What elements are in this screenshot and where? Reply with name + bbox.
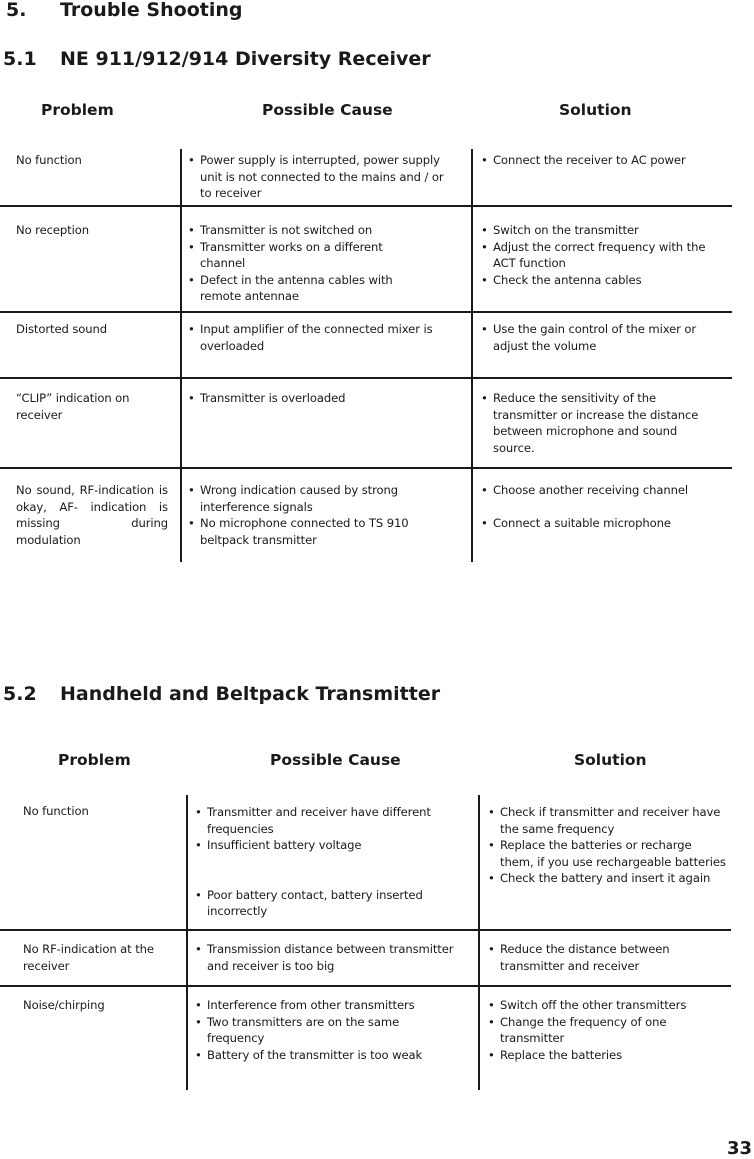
receiver-row-rule bbox=[0, 311, 732, 313]
transmitter-problem-cell: No RF-indication at the receiver bbox=[23, 942, 154, 973]
receiver-col-problem: Problem bbox=[41, 101, 114, 119]
transmitter-col-cause: Possible Cause bbox=[270, 751, 401, 769]
receiver-col-solution: Solution bbox=[559, 101, 632, 119]
transmitter-row-rule bbox=[0, 985, 731, 987]
receiver-problem-cell: No sound, RF-indication is okay, AF- indication is missing during modulation bbox=[16, 483, 168, 547]
cause-item: • Two transmitters are on the same frequency bbox=[195, 1014, 435, 1047]
receiver-cause-cell bbox=[188, 222, 398, 305]
receiver-col-cause: Possible Cause bbox=[262, 101, 393, 119]
solution-item: • Reduce the distance between transmitter and receiver bbox=[488, 941, 698, 974]
receiver-cause-cell bbox=[188, 482, 414, 548]
transmitter-cause-cell bbox=[195, 997, 435, 1063]
receiver-divider-2 bbox=[471, 149, 473, 562]
receiver-solution-cell bbox=[481, 152, 721, 169]
cause-item: • Input amplifier of the connected mixer is overloaded bbox=[188, 321, 438, 354]
solution-item: • Replace the batteries or recharge them, if you use rechargeable batteries bbox=[488, 837, 728, 870]
receiver-solution-cell bbox=[481, 321, 709, 354]
transmitter-problem-cell: No function bbox=[23, 804, 89, 818]
cause-item: • Wrong indication caused by strong interference signals bbox=[188, 482, 414, 515]
transmitter-solution-cell bbox=[488, 941, 698, 974]
transmitter-divider-2 bbox=[478, 795, 480, 1090]
cause-item: • Transmitter is not switched on bbox=[188, 222, 398, 239]
transmitter-section-number: 5.2 bbox=[3, 683, 37, 705]
section-title: Trouble Shooting bbox=[60, 0, 243, 21]
transmitter-row-rule bbox=[0, 929, 731, 931]
transmitter-col-problem: Problem bbox=[58, 751, 131, 769]
receiver-solution-cell bbox=[481, 482, 717, 532]
receiver-problem-cell: No function bbox=[16, 153, 82, 167]
transmitter-col-solution: Solution bbox=[574, 751, 647, 769]
transmitter-solution-cell bbox=[488, 804, 728, 887]
receiver-divider-1 bbox=[180, 149, 182, 562]
transmitter-cause-cell bbox=[195, 941, 465, 974]
receiver-row-rule bbox=[0, 467, 732, 469]
section-number: 5. bbox=[6, 0, 27, 21]
cause-item: • No microphone connected to TS 910 beltpack transmitter bbox=[188, 515, 414, 548]
solution-item: • Connect a suitable microphone bbox=[481, 515, 717, 532]
transmitter-solution-cell bbox=[488, 997, 688, 1063]
cause-item: • Power supply is interrupted, power supply unit is not connected to the mains and / or to receiver bbox=[188, 152, 450, 202]
receiver-problem-cell: No reception bbox=[16, 223, 89, 237]
solution-item: • Check the battery and insert it again bbox=[488, 870, 728, 887]
solution-item: • Connect the receiver to AC power bbox=[481, 152, 721, 169]
receiver-row-rule bbox=[0, 205, 732, 207]
cause-item: • Insufficient battery voltage bbox=[195, 837, 457, 854]
transmitter-cause-cell bbox=[195, 804, 457, 920]
cause-item: • Transmitter is overloaded bbox=[188, 390, 438, 407]
receiver-problem-cell: Distorted sound bbox=[16, 322, 108, 336]
receiver-section-number: 5.1 bbox=[3, 48, 37, 70]
receiver-section-title: NE 911/912/914 Diversity Receiver bbox=[60, 48, 431, 70]
solution-item: • Check if transmitter and receiver have the same frequency bbox=[488, 804, 728, 837]
solution-item: • Use the gain control of the mixer or adjust the volume bbox=[481, 321, 709, 354]
receiver-solution-cell bbox=[481, 222, 717, 288]
solution-item: • Change the frequency of one transmitter bbox=[488, 1014, 688, 1047]
cause-item: • Defect in the antenna cables with remote antennae bbox=[188, 272, 398, 305]
solution-item: • Check the antenna cables bbox=[481, 272, 717, 289]
cause-item: • Battery of the transmitter is too weak bbox=[195, 1047, 435, 1064]
receiver-cause-cell bbox=[188, 390, 438, 407]
transmitter-problem-cell: Noise/chirping bbox=[23, 998, 105, 1012]
solution-item: • Reduce the sensitivity of the transmitter or increase the distance between microphone and sound source. bbox=[481, 390, 707, 456]
cause-item: • Poor battery contact, battery inserted incorrectly bbox=[195, 887, 457, 920]
receiver-solution-cell bbox=[481, 390, 707, 456]
transmitter-divider-1 bbox=[186, 795, 188, 1090]
cause-item: • Transmission distance between transmitter and receiver is too big bbox=[195, 941, 465, 974]
transmitter-section-title: Handheld and Beltpack Transmitter bbox=[60, 683, 441, 705]
cause-item: • Interference from other transmitters bbox=[195, 997, 435, 1014]
page-number: 33 bbox=[726, 1138, 752, 1159]
solution-item: • Choose another receiving channel bbox=[481, 482, 717, 499]
solution-item: • Switch on the transmitter bbox=[481, 222, 717, 239]
receiver-problem-cell: “CLIP” indication on receiver bbox=[16, 391, 130, 422]
receiver-cause-cell bbox=[188, 152, 450, 202]
cause-item: • Transmitter works on a different channel bbox=[188, 239, 398, 272]
receiver-row-rule bbox=[0, 377, 732, 379]
solution-item: • Switch off the other transmitters bbox=[488, 997, 688, 1014]
cause-item: • Transmitter and receiver have different frequencies bbox=[195, 804, 457, 837]
solution-item: • Adjust the correct frequency with the ACT function bbox=[481, 239, 717, 272]
solution-item: • Replace the batteries bbox=[488, 1047, 688, 1064]
receiver-cause-cell bbox=[188, 321, 438, 354]
